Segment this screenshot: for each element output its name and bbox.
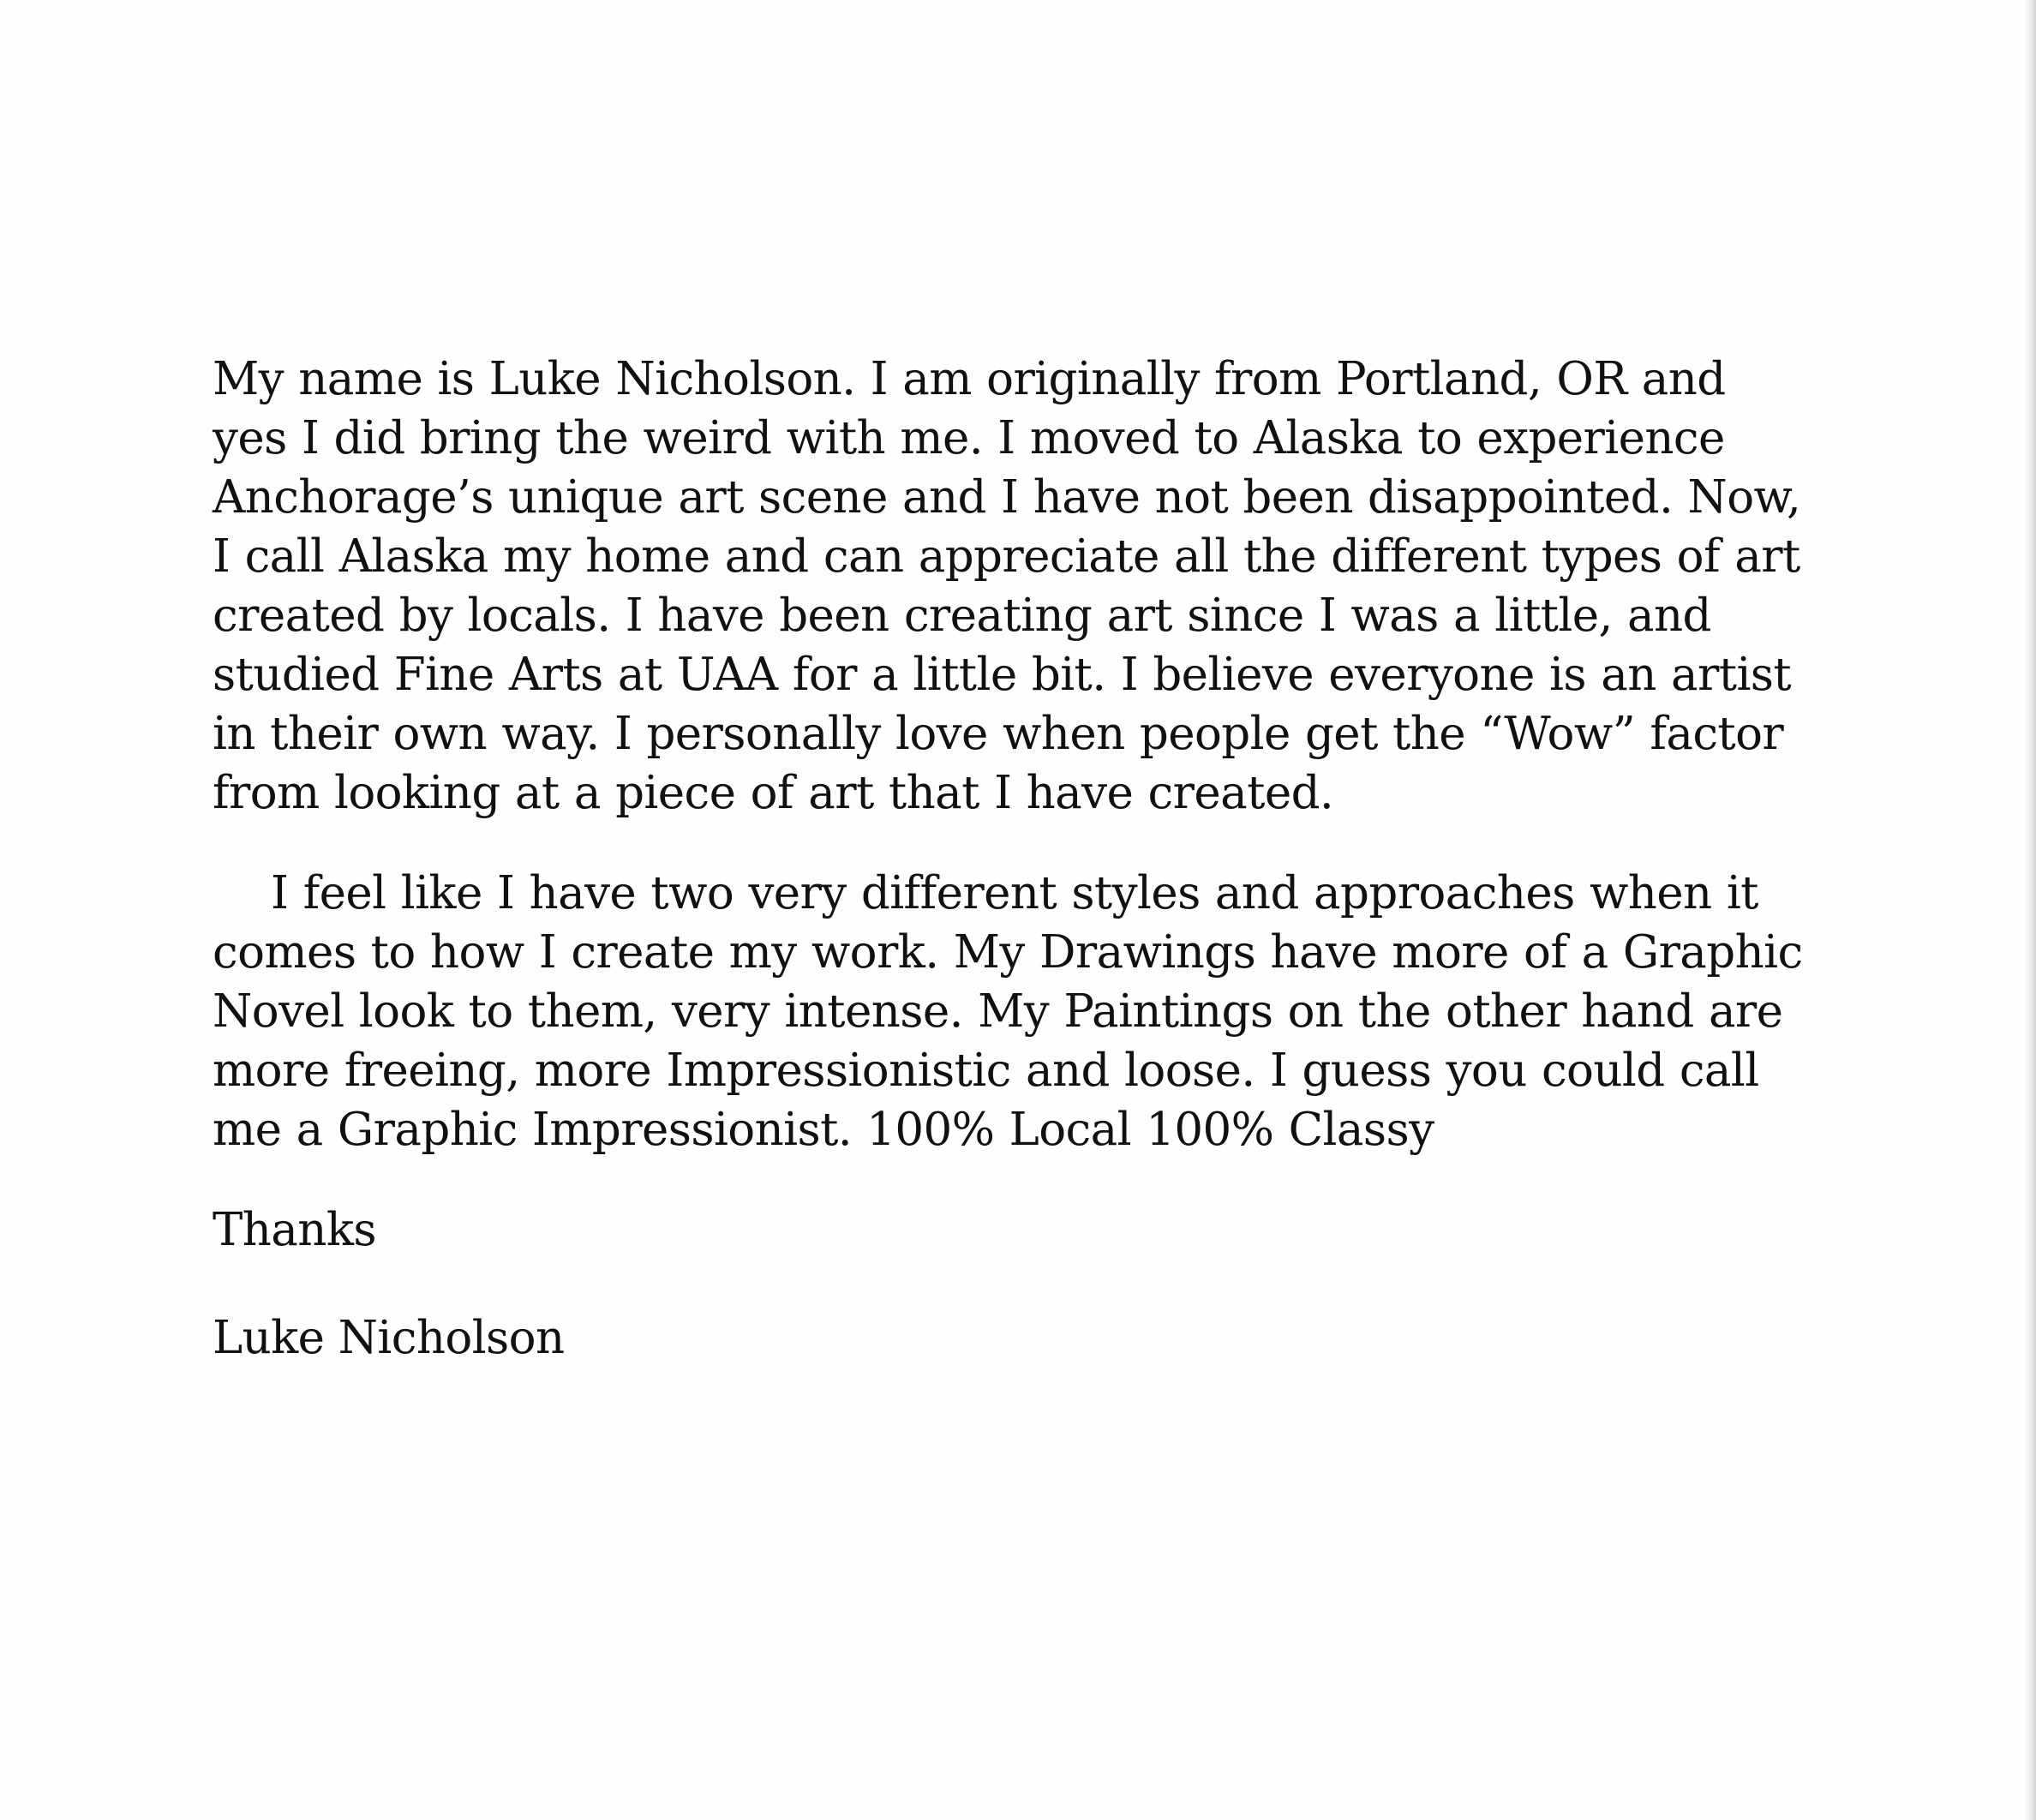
page-edge-shadow: [2024, 0, 2036, 1820]
paragraph-line: My name is Luke Nicholson. I am originally from Portland, OR and: [213, 353, 1726, 405]
closing-line: Thanks: [213, 1204, 376, 1256]
paragraph-line: I feel like I have two very different styles and approaches when it: [271, 867, 1758, 919]
paragraph-line: in their own way. I personally love when people get the “Wow” factor: [213, 708, 1784, 760]
paragraph-line: Novel look to them, very intense. My Paintings on the other hand are: [213, 985, 1783, 1038]
paragraph-intro: [213, 350, 1841, 823]
paragraph-line: created by locals. I have been creating art since I was a little, and: [213, 590, 1711, 642]
paragraph-line: I call Alaska my home and can appreciate all the different types of art: [213, 530, 1800, 583]
letter-body: [213, 350, 1841, 1368]
paragraph-line: me a Graphic Impressionist. 100% Local 100% Classy: [213, 1104, 1434, 1156]
paragraph-styles: [213, 864, 1841, 1159]
paragraph-line: Anchorage’s unique art scene and I have not been disappointed. Now,: [213, 471, 1801, 524]
paragraph-line: comes to how I create my work. My Drawings have more of a Graphic: [213, 926, 1803, 979]
paragraph-line: from looking at a piece of art that I have created.: [213, 767, 1334, 819]
signature-name: Luke Nicholson: [213, 1312, 565, 1364]
paragraph-line: studied Fine Arts at UAA for a little bit. I believe everyone is an artist: [213, 649, 1792, 701]
paragraph-line: yes I did bring the weird with me. I moved to Alaska to experience: [213, 412, 1725, 464]
paragraph-line: more freeing, more Impressionistic and loose. I guess you could call: [213, 1045, 1759, 1097]
